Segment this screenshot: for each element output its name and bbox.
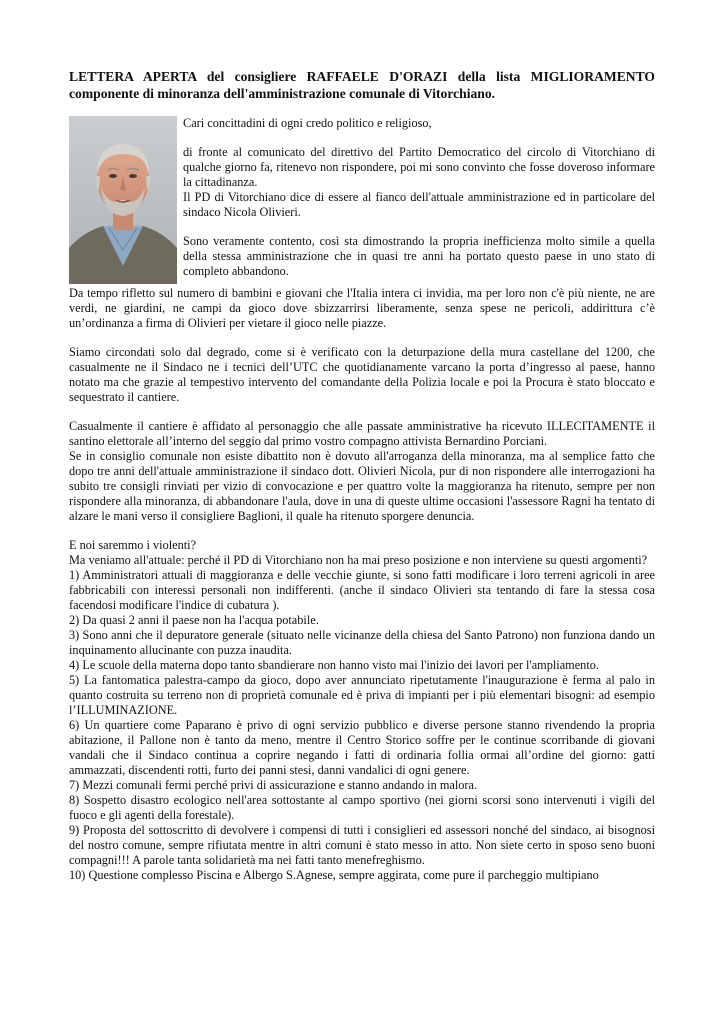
list-item: 4) Le scuole della materna dopo tanto sbandierare non hanno visto mai l'inizio dei lavori per l'ampliamento. (69, 658, 599, 672)
intro-paragraph-3: Sono veramente contento, così sta dimostrando la propria inefficienza molto simile a quella della stessa amministrazione che in quasi tre anni ha portato questo paese in uno stato di completo abbandono. (183, 234, 655, 278)
document-page (69, 68, 655, 883)
list-item: 2) Da quasi 2 anni il paese non ha l'acqua potabile. (69, 613, 319, 627)
greeting: Cari concittadini di ogni credo politico e religioso, (183, 116, 432, 130)
intro-paragraph-2: Il PD di Vitorchiano dice di essere al fianco dell'attuale amministrazione ed in particolare del sindaco Nicola Olivieri. (183, 190, 655, 219)
paragraph-pd: Ma veniamo all'attuale: perché il PD di Vitorchiano non ha mai preso posizione e non interviene su questi argomenti? (69, 553, 648, 567)
portrait-photo (69, 116, 177, 284)
list-item: 8) Sospetto disastro ecologico nell'area sottostante al campo sportivo (nei giorni scorsi sono intervenuti i vigili del fuoco e gli agenti della forestale). (69, 793, 655, 822)
portrait-photo-icon (69, 116, 177, 284)
list-item: 1) Amministratori attuali di maggioranza e delle vecchie giunte, si sono fatti modificare i loro terreni agricoli in aree fabbricabili con interessi personali non indifferenti. (anche il sindaco Olivieri sta tentando di fare la stessa cosa facendosi modificare l'indice di cubatura ). (69, 568, 655, 612)
paragraph-consiglio: Se in consiglio comunale non esiste dibattito non è dovuto all'arroganza della minoranza, ma al semplice fatto che dopo tre anni dell'attuale amministrazione il sindaco dott. Olivieri Nicola, pur di non rispondere alle interrogazioni ha subito tre consigli rinviati per vizio di convocazione e per quattro volte la maggioranza ha ritenuto, sempre per non rispondere alla minoranza, di abbandonare l'aula, dove in una di queste ultime occasioni l'assessore Ragni ha tentato di alzare le mani verso il consigliere Baglioni, il quale ha ritenuto sporgere denuncia. (69, 449, 655, 523)
list-item: 3) Sono anni che il depuratore generale (situato nelle vicinanze della chiesa del Santo Patrono) non funziona dando un inquinamento allucinante con puzza inaudita. (69, 628, 655, 657)
list-item: 7) Mezzi comunali fermi perché privi di assicurazione e stanno andando in malora. (69, 778, 478, 792)
paragraph-children: Da tempo rifletto sul numero di bambini e giovani che l'Italia intera ci invidia, ma per loro non c'è più niente, ne are verdi, ne giardini, ne campi da gioco dove sbizzarrirsi liberamente, senza spese ne pericoli, addirittura c’è un’ordinanza a firma di Olivieri per vietare il gioco nelle piazze. (69, 286, 655, 330)
paragraph-degrado: Siamo circondati solo dal degrado, come si è verificato con la deturpazione della mura castellane del 1200, che casualmente ne il Sindaco ne i tecnici dell’UTC che quotidianamente varcano la porta d’ingresso al paese, hanno notato ma che grazie al tempestivo intervento del comandante della Polizia locale e poi la Procura è stato bloccato e sequestrato il cantiere. (69, 345, 655, 404)
letter-title: LETTERA APERTA del consigliere RAFFAELE D'ORAZI della lista MIGLIORAMENTO componente di minoranza dell'amministrazione comunale di Vitorchiano. (69, 69, 655, 101)
list-item: 9) Proposta del sottoscritto di devolvere i compensi di tutti i consiglieri ed assessori nonché del sindaco, ai bisognosi del nostro comune, sempre rifiutata mentre in altri comuni è stato messo in atto. Non siete certo in sposo seno buoni compagni!!! A parole tanta solidarietà ma nei fatti tanto menefreghismo. (69, 823, 655, 867)
list-item: 6) Un quartiere come Paparano è privo di ogni servizio pubblico e diverse persone stanno rivendendo la propria abitazione, il Pallone non è tanto da meno, mentre il Centro Storico soffre per le continue scorribande di giovani vandali che il Sindaco continua a coprire negando i fatti di ordinaria follia ormai all’ordine del giorno: gatti ammazzati, discendenti rotti, furto dei panni stesi, danni vandalici di ogni genere. (69, 718, 655, 777)
paragraph-cantiere: Casualmente il cantiere è affidato al personaggio che alle passate amministrative ha ricevuto ILLECITAMENTE il santino elettorale all’interno del seggio dal primo vostro compagno attivista Bernardino Porciani. (69, 419, 655, 448)
list-item: 5) La fantomatica palestra-campo da gioco, dopo aver annunciato ripetutamente l'inaugurazione è ferma al palo in quanto costruita su terreno non di proprietà comunale ed è priva di impianti per i più elementari bisogni: ad esempio l’ILLUMINAZIONE. (69, 673, 655, 717)
list-item: 10) Questione complesso Piscina e Albergo S.Agnese, sempre aggirata, come pure il parcheggio multipiano (69, 868, 599, 882)
intro-paragraph-1: di fronte al comunicato del direttivo del Partito Democratico del circolo di Vitorchiano di qualche giorno fa, ritenevo non rispondere, poi mi sono convinto che fosse doveroso informare la cittadinanza. (183, 145, 655, 189)
paragraph-question: E noi saremmo i violenti? (69, 538, 197, 552)
